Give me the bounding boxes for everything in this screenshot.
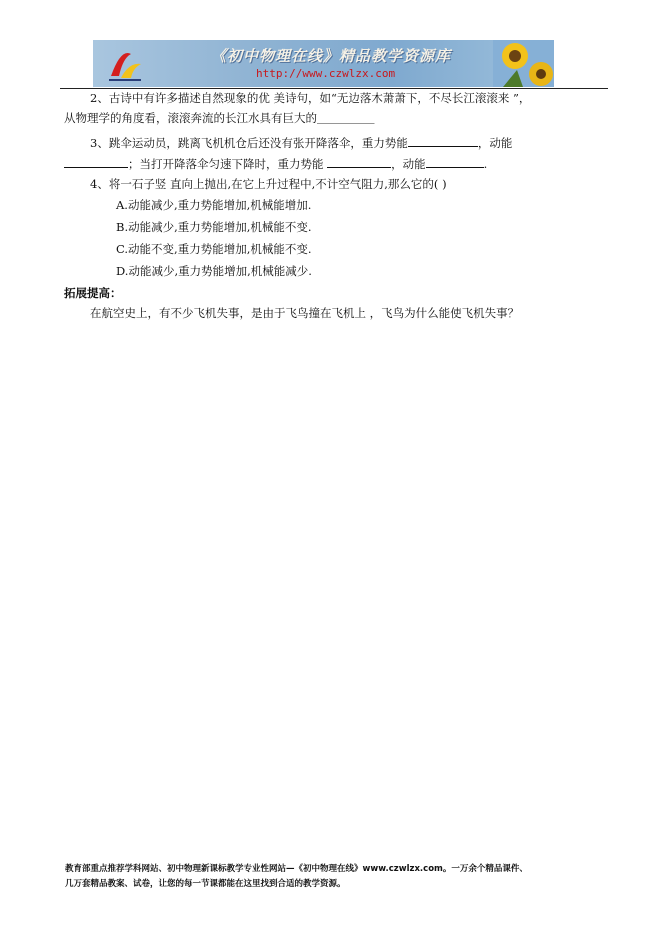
option-d: D.动能减少,重力势能增加,机械能减少. bbox=[116, 264, 312, 278]
banner-url[interactable]: http://www.czwlzx.com bbox=[256, 67, 396, 80]
extension-text: 在航空史上，有不少飞机失事，是由于飞鸟撞在飞机上 ，飞鸟为什么能使飞机失事？ bbox=[90, 306, 520, 320]
answer-blank[interactable] bbox=[426, 156, 484, 168]
question-3-text-e: . bbox=[483, 157, 488, 171]
banner-title: 《初中物理在线》精品教学资源库 bbox=[211, 47, 452, 65]
question-2-line-2: 从物理学的角度看，滚滚奔流的长江水具有巨大的＿＿＿＿＿ bbox=[64, 111, 375, 125]
site-logo-icon bbox=[105, 44, 145, 84]
answer-blank[interactable] bbox=[408, 135, 478, 147]
question-4-stem: 4、将一石子竖 直向上抛出,在它上升过程中,不计空气阻力,那么它的( ) bbox=[90, 177, 447, 191]
question-3-text-c: ；当打开降落伞匀速下降时，重力势能 bbox=[128, 157, 324, 171]
sunflower-icon bbox=[493, 40, 554, 87]
question-3-text-d: ，动能 bbox=[391, 157, 426, 171]
question-3-text-a: 3、跳伞运动员，跳离飞机机仓后还没有张开降落伞，重力势能 bbox=[90, 136, 408, 150]
option-a: A.动能减少,重力势能增加,机械能增加. bbox=[116, 198, 312, 212]
header-banner bbox=[93, 40, 554, 87]
footer-line-2: 几万套精品教案、试卷，让您的每一节课都能在这里找到合适的教学资源。 bbox=[65, 879, 346, 889]
option-b: B.动能减少,重力势能增加,机械能不变. bbox=[116, 220, 312, 234]
question-2-line-1: 2、古诗中有许多描述自然现象的优 美诗句，如“无边落木萧萧下，不尽长江滚滚来 ”， bbox=[90, 91, 531, 105]
option-c: C.动能不变,重力势能增加,机械能不变. bbox=[116, 242, 312, 256]
answer-blank[interactable] bbox=[64, 156, 128, 168]
question-3-line-2 bbox=[64, 156, 487, 172]
header-rule bbox=[60, 88, 608, 89]
question-3-line-1 bbox=[90, 135, 512, 151]
question-3-text-b: ，动能 bbox=[477, 136, 513, 150]
extension-heading: 拓展提高： bbox=[64, 286, 122, 300]
footer-line-1: 教育部重点推荐学科网站、初中物理新课标教学专业性网站—《初中物理在线》www.czwlzx.com。一万余个精品课件、 bbox=[65, 864, 528, 874]
answer-blank[interactable] bbox=[327, 156, 391, 168]
